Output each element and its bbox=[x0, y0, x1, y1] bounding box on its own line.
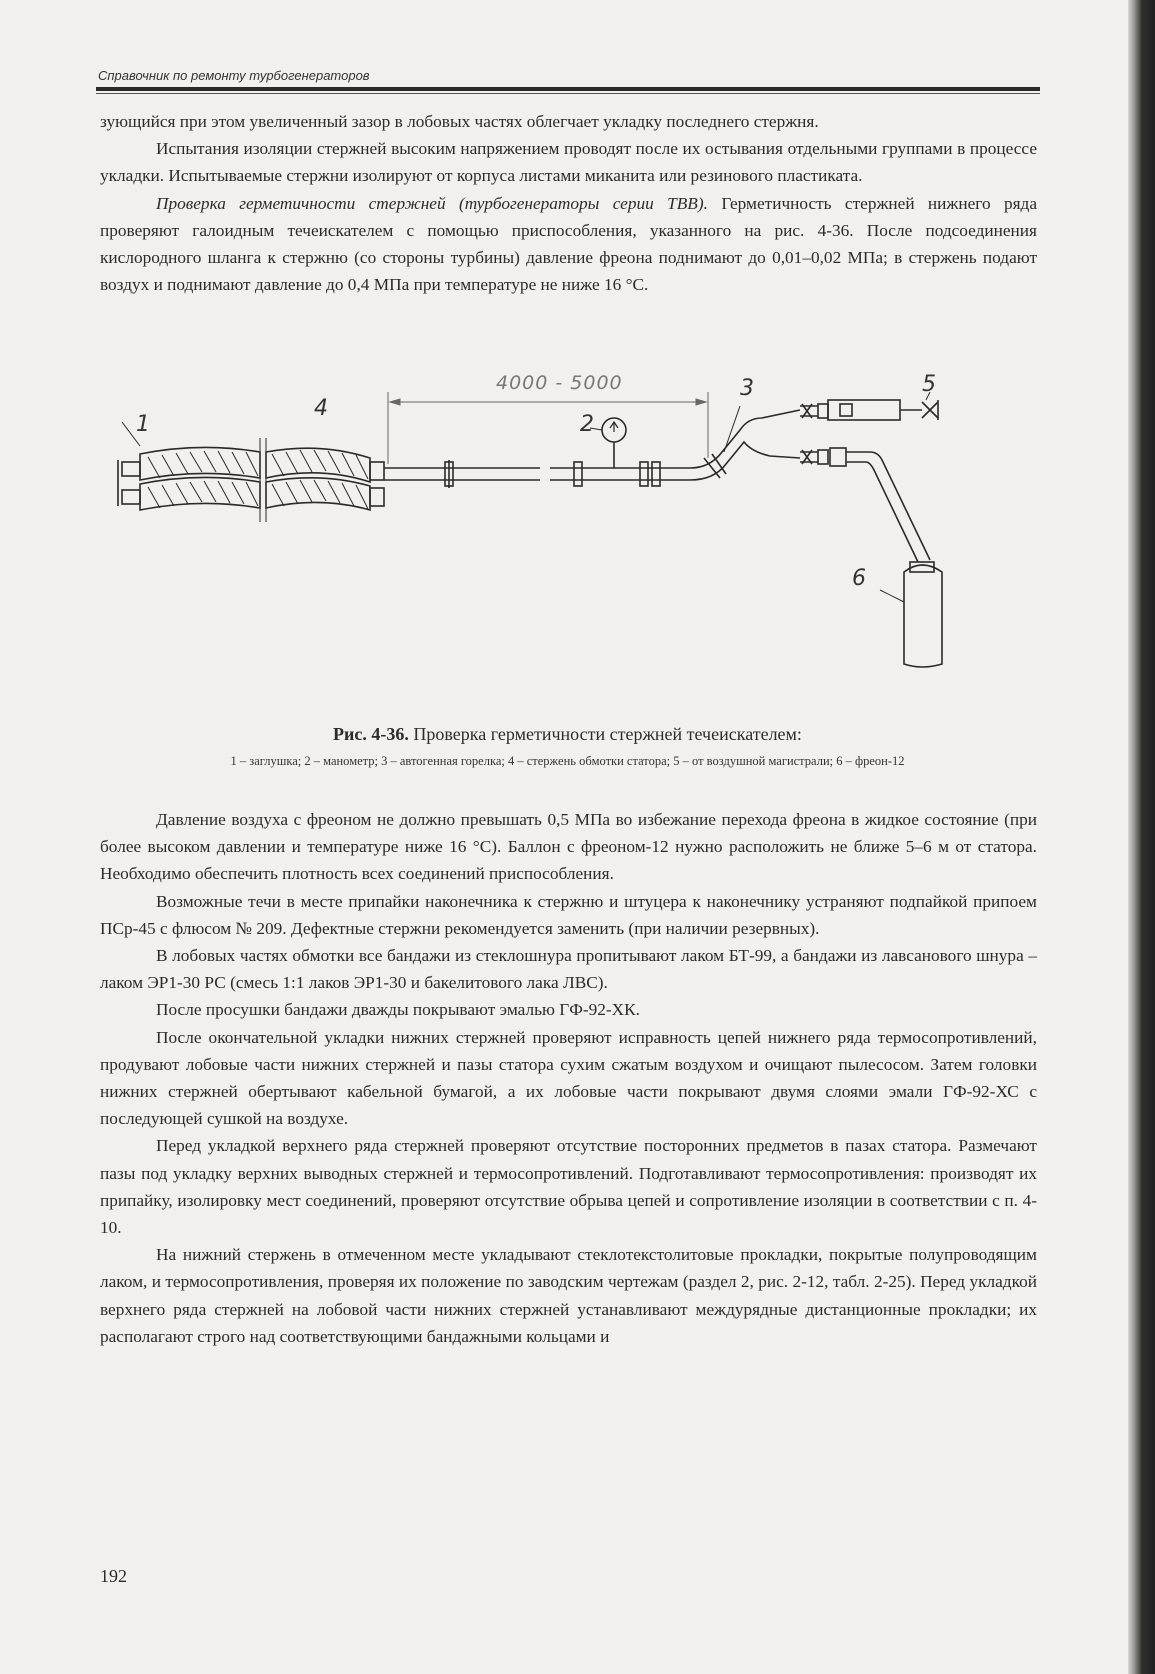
paragraph-text: Герметичность стержней нижнего ряда проверяют галоидным течеискателем с помощью приспособления, указанного на рис. 4-36. После подсоединения кислородного шланга к стержню (со стороны турбины) давление фреона поднимают до 0,01–0,02 МПа; в стержень подают воздух и поднимают давление до 0,4 МПа при температуре не ниже 16 °С. bbox=[100, 193, 1038, 295]
air-line-5 bbox=[800, 392, 938, 420]
label-6: 6 bbox=[852, 566, 866, 591]
paragraph: Давление воздуха с фреоном не должно превышать 0,5 МПа во избежание перехода фреона в жидкое состояние (при более высоком давлении и температуре ниже 16 °С). Баллон с фреоном-12 нужно расположить не ближе 5–6 м от статора. Необходимо обеспечить плотность всех соединений приспособления. bbox=[100, 810, 1037, 884]
paragraph bbox=[100, 190, 1037, 299]
paragraph: Испытания изоляции стержней высоким напряжением проводят после их остывания отдельными группами в процессе укладки. Испытываемые стержни изолируют от корпуса листами миканита или резинового пластиката. bbox=[100, 139, 1037, 186]
figure-legend: 1 – заглушка; 2 – манометр; 3 – автогенная горелка; 4 – стержень обмотки статора; 5 – от воздушной магистрали; 6 – фреон-12 bbox=[230, 754, 905, 768]
figure-number: Рис. 4-36. bbox=[333, 724, 409, 744]
paragraph: Возможные течи в месте припайки наконечника к стержню и штуцера к наконечнику устраняют подпайкой припоем ПСр-45 с флюсом № 209. Дефектные стержни рекомендуется заменить (при наличии резервных). bbox=[100, 891, 1037, 938]
paragraph: зующийся при этом увеличенный зазор в лобовых частях облегчает укладку последнего стержня. bbox=[100, 112, 819, 131]
label-3: 3 bbox=[740, 376, 754, 401]
label-2: 2 bbox=[580, 412, 594, 437]
burner-3 bbox=[690, 406, 800, 480]
text-block-bottom bbox=[100, 806, 1037, 1350]
stator-bar-left bbox=[140, 447, 260, 510]
manometer-2 bbox=[590, 418, 626, 468]
header-rule bbox=[96, 87, 1040, 91]
label-1: 1 bbox=[136, 412, 150, 437]
text-block-top bbox=[100, 108, 1037, 298]
paragraph: В лобовых частях обмотки все бандажи из стеклошнура пропитывают лаком БТ-99, а бандажи из лавсанового шнура – лаком ЭР1-30 РС (смесь 1:1 лаков ЭР1-30 и бакелитового лака ЛВС). bbox=[100, 946, 1037, 993]
dimension-line bbox=[388, 392, 708, 464]
freon-bottle-6 bbox=[880, 562, 942, 667]
running-header: Справочник по ремонту турбогенераторов bbox=[98, 68, 370, 83]
label-5: 5 bbox=[922, 372, 936, 397]
figure-caption bbox=[100, 724, 1035, 745]
paragraph: После просушки бандажи дважды покрывают эмалью ГФ-92-ХК. bbox=[156, 1000, 640, 1020]
page-number: 192 bbox=[100, 1566, 127, 1586]
dimension-label: 4000 - 5000 bbox=[496, 372, 623, 394]
freon-line bbox=[800, 448, 930, 562]
figure-title: Проверка герметичности стержней течеискателем: bbox=[408, 724, 802, 744]
diagram-drawing bbox=[100, 382, 1040, 728]
book-spine-edge bbox=[1128, 0, 1155, 1674]
paragraph: На нижний стержень в отмеченном месте укладывают стеклотекстолитовые прокладки, покрытые полупроводящим лаком, и термосопротивления, проверяя их положение по заводским чертежам (раздел 2, рис. 2-12, табл. 2-25). Перед укладкой верхнего ряда стержней на лобовой части нижних стержней устанавливают междурядные дистанционные прокладки; их располагают строго над соответствующими бандажными кольцами и bbox=[100, 1245, 1037, 1346]
paragraph: Перед укладкой верхнего ряда стержней проверяют отсутствие посторонних предметов в пазах статора. Размечают пазы под укладку верхних выводных стержней и термосопротивлений. Подготавливают термосопротивления: производят их припайку, изолировку мест соединений, проверяют отсутствие обрыва цепей и сопротивление изоляции в соответствии с п. 4-10. bbox=[100, 1136, 1037, 1238]
section-run-in-heading: Проверка герметичности стержней (турбогенераторы серии ТВВ). bbox=[156, 193, 708, 213]
paragraph: После окончательной укладки нижних стержней проверяют исправность цепей нижнего ряда термосопротивлений, продувают лобовые части нижних стержней и пазы статора сухим сжатым воздухом и очищают пылесосом. Затем головки нижних стержней обертывают кабельной бумагой, а их лобовые части покрывают двумя слоями эмали ГФ-92-ХС с последующей сушкой на воздухе. bbox=[100, 1027, 1037, 1129]
pipe-line bbox=[384, 460, 690, 488]
label-4: 4 bbox=[314, 396, 328, 421]
header-rule-thin bbox=[96, 93, 1040, 94]
figure-leak-test-diagram bbox=[100, 372, 1040, 728]
stator-bar-right bbox=[266, 448, 384, 510]
